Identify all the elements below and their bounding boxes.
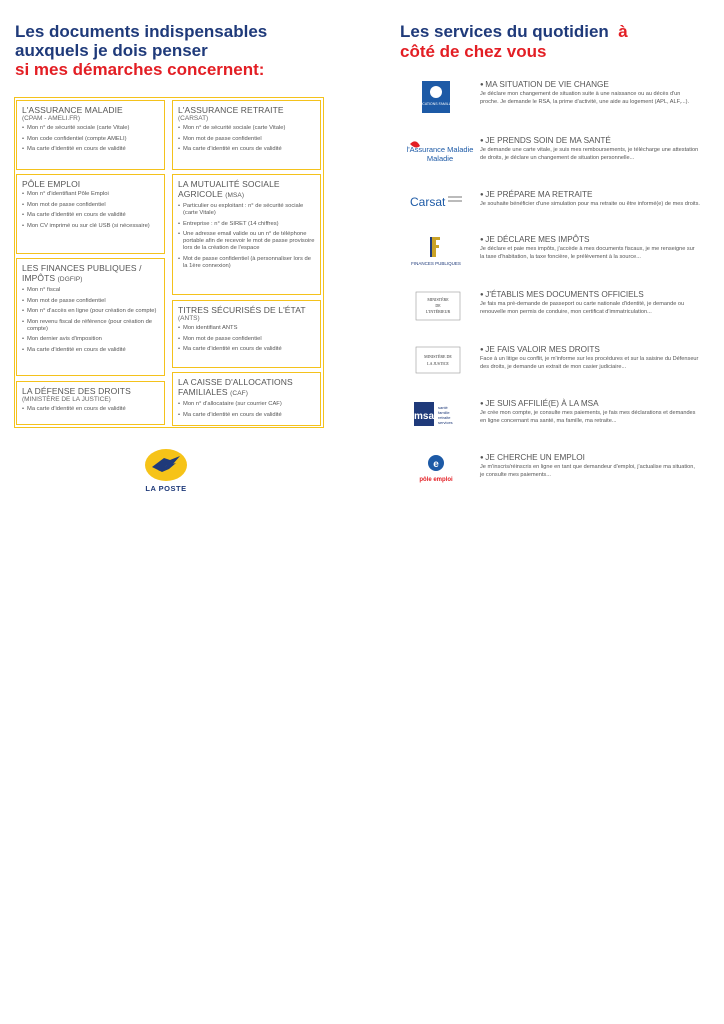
svg-text:ALLOCATIONS FAMILIALES: ALLOCATIONS FAMILIALES — [413, 102, 459, 106]
msa-logo — [406, 399, 466, 431]
box-title: LA CAISSE D'ALLOCATIONS — [178, 377, 293, 387]
list-item: • Ma carte d'identité en cours de validité — [22, 347, 160, 354]
box-subtitle: (CARSAT) — [178, 115, 209, 122]
la-poste-bird-icon — [140, 448, 192, 484]
list-item: • Mon mot de passe confidentiel — [22, 202, 160, 209]
box-subtitle: (MINISTÈRE DE LA JUSTICE) — [22, 396, 111, 403]
svg-text:LA JUSTICE: LA JUSTICE — [427, 361, 449, 366]
svg-text:famille: famille — [438, 410, 450, 415]
service-description: Je fais ma pré-demande de passeport ou carte nationale d'identité, je demande ou renouvelle mon permis de conduire, mon certificat d'immatriculation... — [480, 301, 685, 315]
box-defense-droits — [16, 381, 165, 425]
list-item: • Particulier ou exploitant : n° de sécurité sociale (carte Vitale) — [178, 203, 316, 217]
box-caf — [172, 372, 321, 426]
service-title: ● JE FAIS VALOIR MES DROITS — [480, 345, 700, 355]
service-description: Je crée mon compte, je consulte mes paiements, je fais mes déclarations et demandes en ligne concernant ma santé, ma famille, ma retraite... — [480, 410, 696, 424]
service-title: ● JE PRENDS SOIN DE MA SANTÉ — [480, 136, 700, 146]
svg-text:l'Assurance Maladie: l'Assurance Maladie — [406, 145, 474, 154]
list-item: • Ma carte d'identité en cours de validité — [178, 346, 316, 353]
box-pole-emploi — [16, 174, 165, 254]
list-item: • Mon mot de passe confidentiel — [22, 298, 160, 305]
svg-text:santé: santé — [438, 405, 448, 410]
svg-text:DE: DE — [435, 303, 441, 308]
list-item: • Ma carte d'identité en cours de validité — [178, 146, 316, 153]
svg-text:pôle emploi: pôle emploi — [419, 477, 453, 483]
la-poste-logo — [140, 448, 200, 496]
carsat-logo — [406, 190, 466, 222]
service-description: Je déclare et paie mes impôts, j'accède à mes documents fiscaux, je me renseigne sur la taxe d'habitation, la taxe foncière, le prélèvement à la source... — [480, 246, 695, 260]
list-item: • Mon dernier avis d'imposition — [22, 336, 160, 343]
svg-text:retraite: retraite — [438, 415, 451, 420]
box-title-small: (CAF) — [230, 390, 248, 397]
caf-logo — [406, 80, 466, 112]
service-item — [400, 399, 700, 449]
list-item: • Mon mot de passe confidentiel — [178, 136, 316, 143]
box-subtitle: (ANTS) — [178, 315, 200, 322]
list-item: • Mon n° de sécurité sociale (carte Vitale) — [178, 125, 316, 132]
list-item: • Mon n° d'accès en ligne (pour création de compte) — [22, 308, 160, 315]
box-assurance-retraite — [172, 100, 321, 170]
left-heading-line3: si mes démarches concernent: — [15, 60, 265, 79]
list-item: • Ma carte d'identité en cours de validité — [178, 412, 316, 419]
service-item — [400, 345, 700, 395]
box-title: TITRES SÉCURISÉS DE L'ÉTAT — [178, 305, 306, 315]
svg-text:L'INTÉRIEUR: L'INTÉRIEUR — [425, 309, 451, 314]
box-title: LES FINANCES PUBLIQUES / — [22, 263, 142, 273]
box-title: LA MUTUALITÉ SOCIALE — [178, 179, 280, 189]
box-title-2: AGRICOLE — [178, 189, 223, 199]
service-title: ● JE DÉCLARE MES IMPÔTS — [480, 235, 700, 245]
finances-publiques-logo — [406, 235, 466, 267]
box-title: PÔLE EMPLOI — [22, 179, 81, 189]
svg-text:Carsat: Carsat — [410, 195, 446, 209]
box-title-2: FAMILIALES — [178, 387, 228, 397]
box-assurance-maladie — [16, 100, 165, 170]
assurance-maladie-logo — [406, 136, 474, 168]
list-item: • Ma carte d'identité en cours de validité — [22, 212, 160, 219]
ministere-interieur-logo — [406, 290, 466, 322]
service-item — [400, 290, 700, 338]
box-title: L'ASSURANCE RETRAITE — [178, 105, 284, 115]
list-item: • Mon CV imprimé ou sur clé USB (si nécessaire) — [22, 223, 160, 230]
list-item: • Entreprise : n° de SIRET (14 chiffres) — [178, 221, 316, 228]
ministere-justice-logo — [406, 345, 466, 377]
left-heading-line1: Les documents indispensables — [15, 22, 268, 41]
service-item — [400, 190, 700, 230]
service-description: Je souhaite bénéficier d'une simulation pour ma retraite ou être informé(e) de mes droits. — [480, 201, 700, 207]
list-item: • Une adresse email valide ou un n° de téléphone portable afin de recevoir le mot de passe provisoire lors de la création de l'espace — [178, 231, 316, 252]
list-item: • Mon n° fiscal — [22, 287, 160, 294]
list-item: • Ma carte d'identité en cours de validité — [22, 146, 160, 153]
service-description: Je déclare mon changement de situation suite à une naissance ou au décès d'un proche. Je demande le RSA, la prime d'activité, une aide au logement (APL, ALF,...). — [480, 91, 690, 105]
pole-emploi-logo — [406, 453, 466, 485]
box-title-2: IMPÔTS — [22, 273, 56, 283]
service-title: ● JE PRÉPARE MA RETRAITE — [480, 190, 700, 200]
list-item: • Ma carte d'identité en cours de validité — [22, 406, 160, 413]
service-description: Face à un litige ou conflit, je m'informe sur les procédures et sur la saisine du Défenseur des droits, je demande un extrait de mon casier judiciaire... — [480, 356, 699, 370]
svg-text:services: services — [438, 420, 453, 425]
box-title-small: (MSA) — [225, 192, 245, 199]
svg-text:MINISTÈRE: MINISTÈRE — [427, 297, 449, 302]
service-item — [400, 136, 700, 186]
left-heading-line2: auxquels je dois penser — [15, 41, 208, 60]
service-title: ● JE SUIS AFFILIÉ(E) À LA MSA — [480, 399, 700, 409]
svg-text:FINANCES PUBLIQUES: FINANCES PUBLIQUES — [411, 261, 461, 266]
svg-text:Maladie: Maladie — [426, 154, 454, 163]
svg-text:MINISTÈRE DE: MINISTÈRE DE — [424, 354, 452, 359]
box-title: L'ASSURANCE MALADIE — [22, 105, 123, 115]
svg-text:e: e — [433, 459, 439, 470]
list-item: • Mon identifiant ANTS — [178, 325, 316, 332]
service-item — [400, 80, 700, 130]
box-titres-securises — [172, 300, 321, 368]
service-title: ● J'ÉTABLIS MES DOCUMENTS OFFICIELS — [480, 290, 700, 300]
svg-text:msa: msa — [413, 411, 435, 422]
right-heading — [400, 22, 628, 62]
right-heading-line1: Les services du quotidien — [400, 22, 609, 41]
service-title: ● JE CHERCHE UN EMPLOI — [480, 453, 700, 463]
service-title: ● MA SITUATION DE VIE CHANGE — [480, 80, 700, 90]
service-description: Je demande une carte vitale, je suis mes remboursements, je télécharge une attestation de droits, je déclare un changement de situation personnelle... — [480, 147, 699, 161]
right-heading-line2: côté de chez vous — [400, 42, 547, 61]
list-item: • Mot de passe confidentiel (à personnaliser lors de la 1ère connexion) — [178, 256, 316, 270]
box-msa — [172, 174, 321, 295]
list-item: • Mon n° d'allocataire (sur courrier CAF) — [178, 401, 316, 408]
box-subtitle: (CPAM - AMELI.FR) — [22, 115, 81, 122]
box-title: LA DÉFENSE DES DROITS — [22, 386, 131, 396]
service-item — [400, 235, 700, 287]
la-poste-label: LA POSTE — [145, 484, 187, 493]
list-item: • Mon revenu fiscal de référence (pour création de compte) — [22, 319, 160, 333]
right-heading-accent: à — [618, 22, 628, 41]
list-item: • Mon code confidentiel (compte AMELI) — [22, 136, 160, 143]
service-description: Je m'inscris/réinscris en ligne en tant que demandeur d'emploi, j'actualise ma situation, je consulte mes paiements... — [480, 464, 695, 478]
box-title-small: (DGFIP) — [57, 276, 83, 283]
list-item: • Mon mot de passe confidentiel — [178, 336, 316, 343]
list-item: • Mon n° de sécurité sociale (carte Vitale) — [22, 125, 160, 132]
service-item — [400, 453, 700, 493]
left-heading — [15, 22, 267, 79]
list-item: • Mon n° d'identifiant Pôle Emploi — [22, 191, 160, 198]
box-finances-publiques — [16, 258, 165, 376]
